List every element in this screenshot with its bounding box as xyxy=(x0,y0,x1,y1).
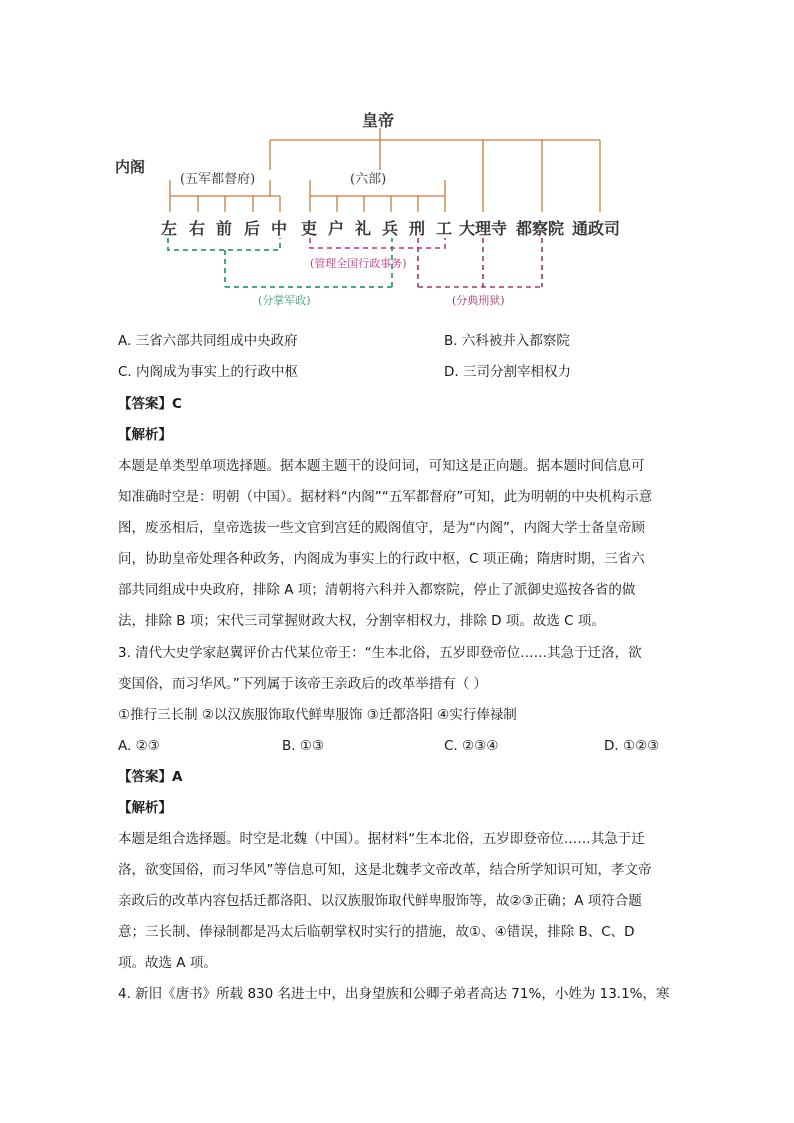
q2-answer: 【答案】C xyxy=(118,396,182,412)
q4-stem-line: 4. 新旧《唐书》所载 830 名进士中，出身望族和公卿子弟者高达 71%，小姓为 13.1%，寒 xyxy=(118,986,670,1002)
wujun-item-zhong: 中 xyxy=(271,219,288,238)
q3-analysis-line: 项。故选 A 项。 xyxy=(118,955,217,971)
q3-stem-line: 变国俗，而习华风。”下列属于该帝王亲政后的改革举措有（ ） xyxy=(118,676,488,692)
q3-analysis-line: 亲政后的改革内容包括迁都洛阳、以汉族服饰取代鲜卑服饰等，故②③正确；A 项符合题 xyxy=(118,893,642,909)
neige-node: 内阁 xyxy=(115,158,146,176)
emperor-node: 皇帝 xyxy=(362,111,395,130)
note-military: (分掌军政) xyxy=(258,294,311,307)
wujun-item-zuo: 左 xyxy=(161,219,178,238)
q3-option-c: C. ②③④ xyxy=(444,738,499,754)
liubu-item-li-personnel: 吏 xyxy=(301,219,318,238)
wujun-item-qian: 前 xyxy=(216,219,233,238)
q2-analysis-line: 图，废丞相后，皇帝选拔一些文官到宫廷的殿阁值守，是为“内阁”，内阁大学士备皇帝顾 xyxy=(118,520,645,536)
liubu-item-xing: 刑 xyxy=(409,219,426,238)
liubu-item-gong: 工 xyxy=(436,219,453,238)
ming-central-government-diagram xyxy=(110,100,630,315)
wujun-group-label: (五军都督府) xyxy=(180,172,256,187)
q2-analysis-line: 法，排除 B 项；宋代三司掌握财政大权，分割宰相权力，排除 D 项。故选 C 项。 xyxy=(118,613,605,629)
duchayuan-node: 都察院 xyxy=(516,219,565,238)
note-liubu: (管理全国行政事务) xyxy=(310,257,407,270)
liubu-item-hu: 户 xyxy=(328,219,345,238)
dali-node: 大理寺 xyxy=(459,219,508,238)
q3-items: ①推行三长制 ②以汉族服饰取代鲜卑服饰 ③迁都洛阳 ④实行俸禄制 xyxy=(118,707,517,723)
note-judicial: (分典刑狱) xyxy=(452,294,505,307)
q2-analysis-tag: 【解析】 xyxy=(118,427,172,443)
q3-option-b: B. ①③ xyxy=(282,738,325,754)
q2-option-b: B. 六科被并入都察院 xyxy=(444,333,570,349)
q2-option-d: D. 三司分割宰相权力 xyxy=(444,364,571,380)
q3-stem-line: 3. 清代大史学家赵翼评价古代某位帝王：“生本北俗，五岁即登帝位……其急于迁洛，欲 xyxy=(118,645,642,661)
q2-option-c: C. 内阁成为事实上的行政中枢 xyxy=(118,364,299,380)
liubu-item-bing: 兵 xyxy=(382,219,399,238)
q2-analysis-line: 知准确时空是：明朝（中国）。据材料“内阁”“五军都督府”可知，此为明朝的中央机构示意 xyxy=(118,489,653,505)
q3-option-a: A. ②③ xyxy=(118,738,160,754)
liubu-item-li-rites: 礼 xyxy=(355,219,372,238)
diagram-lines xyxy=(110,100,630,315)
q2-analysis-line: 问，协助皇帝处理各种政务，内阁成为事实上的行政中枢，C 项正确；隋唐时期，三省六 xyxy=(118,551,645,567)
tongzhengsi-node: 通政司 xyxy=(572,219,621,238)
q2-analysis-line: 本题是单类型单项选择题。据本题主题干的设问词，可知这是正向题。据本题时间信息可 xyxy=(118,458,645,474)
wujun-item-you: 右 xyxy=(189,219,206,238)
q2-option-a: A. 三省六部共同组成中央政府 xyxy=(118,333,298,349)
q3-analysis-line: 本题是组合选择题。时空是北魏（中国）。据材料“生本北俗，五岁即登帝位……其急于迁 xyxy=(118,831,645,847)
q3-analysis-line: 洛，欲变国俗，而习华风”等信息可知，这是北魏孝文帝改革，结合所学知识可知，孝文帝 xyxy=(118,862,652,878)
q3-analysis-line: 意；三长制、俸禄制都是冯太后临朝掌权时实行的措施，故①、④错误，排除 B、C、D xyxy=(118,924,635,940)
q3-analysis-tag: 【解析】 xyxy=(118,800,172,816)
q3-answer: 【答案】A xyxy=(118,769,183,785)
q2-analysis-line: 部共同组成中央政府，排除 A 项；清朝将六科并入都察院，停止了派御史巡按各省的做 xyxy=(118,582,636,598)
wujun-item-hou: 后 xyxy=(244,219,261,238)
q3-option-d: D. ①②③ xyxy=(604,738,660,754)
liubu-group-label: (六部) xyxy=(350,172,387,187)
